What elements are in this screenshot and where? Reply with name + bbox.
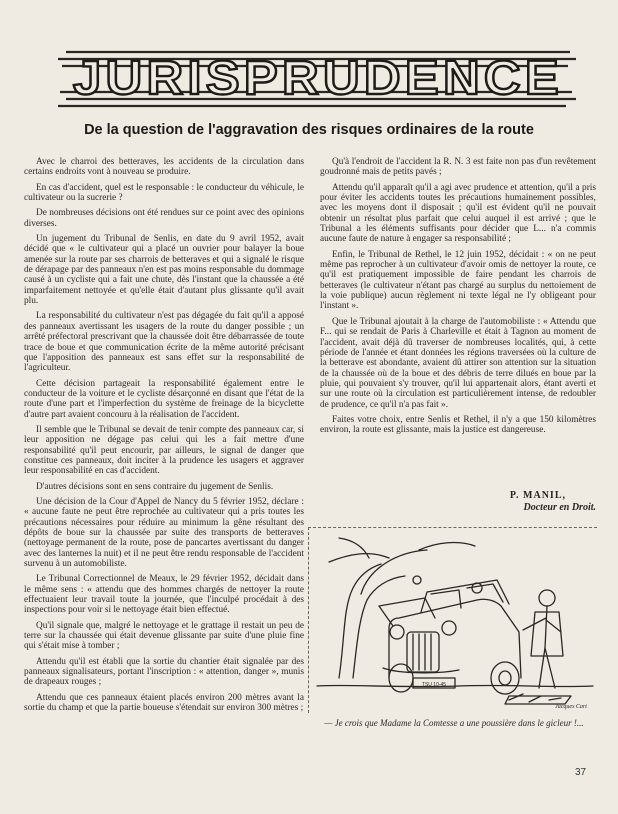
- paragraph: Avec le charroi des betteraves, les accidents de la circulation dans certains endroits vont à nouveau se produire.: [24, 157, 304, 178]
- paragraph: De nombreuses décisions ont été rendues sur ce point avec des opinions diverses.: [24, 208, 304, 229]
- article-title: De la question de l'aggravation des risques ordinaires de la route: [84, 122, 534, 138]
- cartoon-drawing: [309, 528, 597, 713]
- artist-signature: Jacques Cart: [555, 704, 587, 710]
- cartoon-illustration: [308, 527, 597, 713]
- paragraph: Un jugement du Tribunal de Senlis, en date du 9 avril 1952, avait décidé que « le cultivateur qui a placé un ouvrier pour balayer la boue amenée sur la route par ses charrois de betteraves et qui a signalé le risque de dérapage par des panneaux n'en est pas moins responsable du dommage causé à un cycliste qui a fait une chute, dès l'instant que la chaussée a été imparfaitement nettoyée et qu'elle était d'autant plus glissante qu'il avait plu.: [24, 234, 304, 307]
- paragraph: La responsabilité du cultivateur n'est pas dégagée du fait qu'il a apposé des panneaux avertissant les usagers de la route du danger possible ; un arrêté préfectoral prescrivant que la chaussée doit être débarrassée de toute trace de boue et que communication écrite de la même autorité précisant que l'apposition des panneaux est sans effet sur la responsabilité de l'agriculteur.: [24, 311, 304, 374]
- paragraph: Que le Tribunal ajoutait à la charge de l'automobiliste : « Attendu que F... qui se rendait de Paris à Charleville et était à Tagnon au moment de l'accident, avait déjà dû traverser de nombreuses localités, qui, à cette période de l'année et étant données les régions traversées où la culture de la betterave est abondante, avaient dû attirer son attention sur la situation de la chaussée où de la boue et des débris de terre dilués en boue par la pluie, qui pouvaient s'y trouver, qu'il lui appartenait alors, étant averti et sur une route où la circulation est particulièrement intense, de redoubler de prudence, ce qu'il n'a pas fait ».: [320, 316, 596, 410]
- paragraph: Une décision de la Cour d'Appel de Nancy du 5 février 1952, déclare : « aucune faute ne peut être reprochée au cultivateur qui a pris toutes les précautions nécessaires pour réduire au minimum la gêne résultant des dépôts de boue sur la chaussée par suite des transports de betteraves (nettoyage permanent de la route, pose de pancartes avertissant du danger avec des lanternes la nuit) et il ne peut être rendu responsable de l'accident survenu à un automobiliste.: [24, 496, 304, 570]
- paragraph: En cas d'accident, quel est le responsable : le conducteur du véhicule, le cultivateur ou la sucrerie ?: [24, 182, 304, 204]
- paragraph: Qu'à l'endroit de l'accident la R. N. 3 est faite non pas d'un revêtement goudronné mais de petits pavés ;: [320, 157, 596, 178]
- right-column: [320, 157, 596, 441]
- banner-graphic: [58, 44, 578, 110]
- paragraph: D'autres décisions sont en sens contraire du jugement de Senlis.: [36, 481, 274, 492]
- page-number: 37: [575, 767, 587, 778]
- author-title: Docteur en Droit.: [523, 502, 596, 513]
- cartoon-caption: — Je crois que Madame la Comtesse a une poussière dans le gicleur !...: [324, 718, 584, 728]
- paragraph: Attendu que ces panneaux étaient placés environ 200 mètres avant la sortie du champ et que la partie boueuse s'étendait sur environ 300 mètres ;: [24, 692, 304, 714]
- section-banner: [58, 44, 578, 110]
- paragraph: Cette décision partageait la responsabilité également entre le conducteur de la voiture et le cycliste désarçonné en disant que l'état de la route d'une part et l'imperfection du système de freinage de la bicyclette d'autre part avaient concouru à la réalisation de l'accident.: [24, 378, 304, 420]
- paragraph: Faites votre choix, entre Senlis et Rethel, il n'y a que 150 kilomètres environ, la route est glissante, mais la justice est dangereuse.: [320, 414, 596, 436]
- paragraph: Enfin, le Tribunal de Rethel, le 12 juin 1952, décidait : « on ne peut même pas reprocher à un cultivateur d'avoir omis de nettoyer la route, ce qu'il est pratiquement impossible de faire pendant les charrois de betteraves (le cultivateur n'étant pas chargé au surplus du nettoiement de la voie publique) aucun règlement ni texte légal ne l'y obligeant pour l'instant ».: [320, 249, 596, 312]
- license-plate: TSU 10-45: [421, 682, 447, 688]
- paragraph: Qu'il signale que, malgré le nettoyage et le grattage il restait un peu de terre sur la chaussée qui était devenue glissante par suite d'une pluie fine qui s'était mise à tomber ;: [24, 620, 304, 652]
- section-title: JURISPRUDENCE: [73, 52, 563, 105]
- paragraph: Le Tribunal Correctionnel de Meaux, le 29 février 1952, décidait dans le même sens : « attendu que des hommes chargés de nettoyer la route effectuaient leur travail toute la journée, que l'inculpé procédait à des inspections pour voir si le nettoyage était bien effectué.: [24, 574, 304, 616]
- paragraph: Attendu qu'il apparaît qu'il a agi avec prudence et attention, qu'il a pris pour éviter les accidents toutes les précautions humainement possibles, avec les moyens dont il disposait ; qu'il est évident qu'il ne pouvait obtenir un résultat plus parfait que celui auquel il est arrivé ; que le Tribunal a les éléments suffisants pour décider que L... n'a commis aucune faute de nature à engager sa responsabilité ;: [320, 182, 596, 245]
- author-name: P. MANIL,: [509, 490, 566, 501]
- paragraph: Il semble que le Tribunal se devait de tenir compte des panneaux car, si leur apposition ne dégage pas celui qui les a fait mettre d'une responsabilité qu'il peut encourir, par ailleurs, le signal de danger que constitue ces panneaux, doit inciter à la prudence les usagers et aggraver leur responsabilité en cas d'accident.: [24, 424, 304, 477]
- left-column: [24, 157, 304, 719]
- author-signature: [320, 490, 596, 514]
- paragraph: Attendu qu'il est établi que la sortie du chantier était signalée par des panneaux signalisateurs, portant l'inscription : « attention, danger », munis de drapeaux rouges ;: [24, 656, 304, 688]
